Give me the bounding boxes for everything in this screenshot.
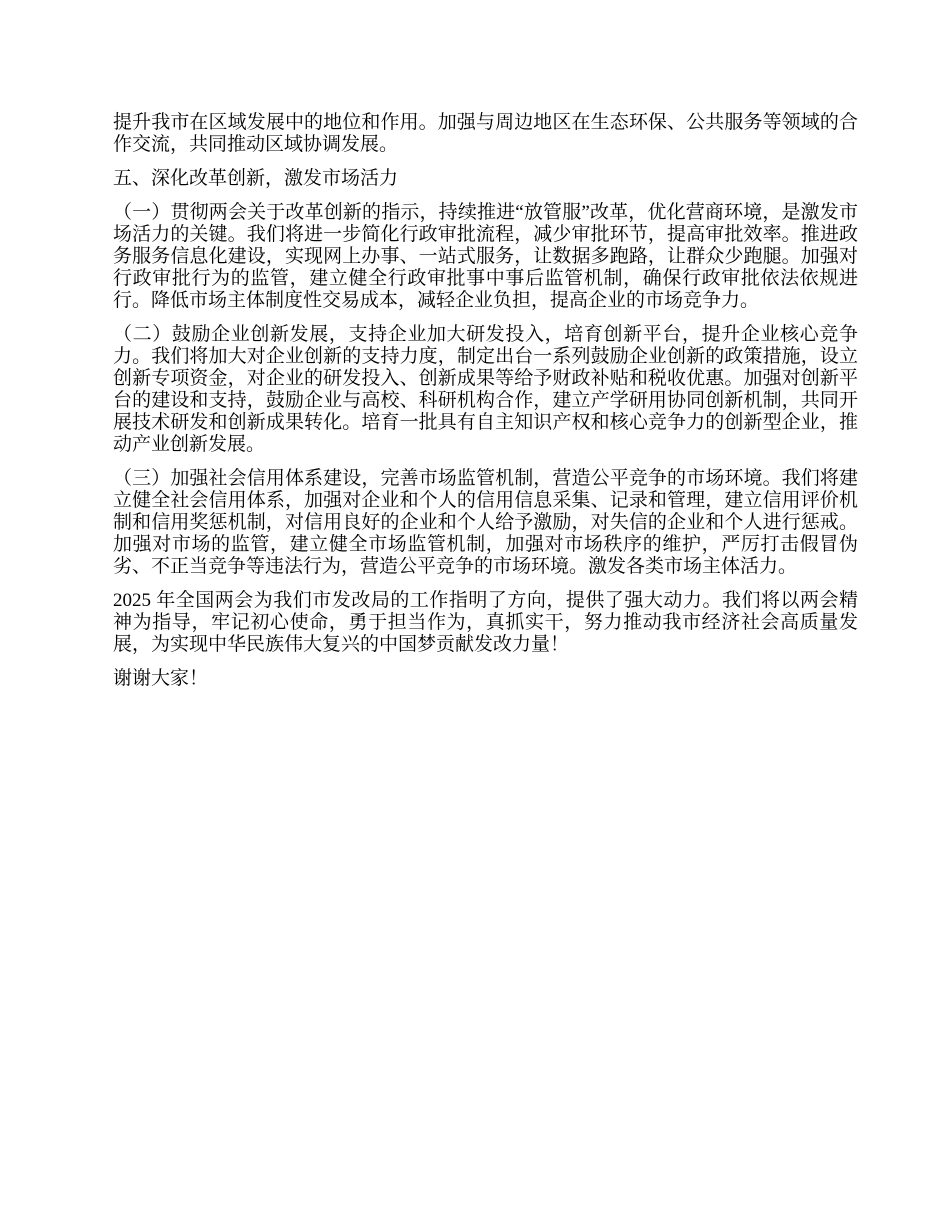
paragraph: 提升我市在区域发展中的地位和作用。加强与周边地区在生态环保、公共服务等领域的合作交流，共同推动区域协调发展。 — [113, 112, 858, 155]
paragraph: （二）鼓励企业创新发展，支持企业加大研发投入，培育创新平台，提升企业核心竞争力。我们将加大对企业创新的支持力度，制定出台一系列鼓励企业创新的政策措施，设立创新专项资金，对企业的研发投入、创新成果等给予财政补贴和税收优惠。加强对创新平台的建设和支持，鼓励企业与高校、科研机构合作，建立产学研用协同创新机制，共同开展技术研发和创新成果转化。培育一批具有自主知识产权和核心竞争力的创新型企业，推动产业创新发展。 — [113, 324, 858, 455]
section-heading: 五、深化改革创新，激发市场活力 — [113, 168, 399, 189]
paragraph: 谢谢大家！ — [113, 668, 209, 689]
paragraph: （三）加强社会信用体系建设，完善市场监管机制，营造公平竞争的市场环境。我们将建立健全社会信用体系，加强对企业和个人的信用信息采集、记录和管理，建立信用评价机制和信用奖惩机制，对信用良好的企业和个人给予激励，对失信的企业和个人进行惩戒。加强对市场的监管，建立健全市场监管机制，加强对市场秩序的维护，严厉打击假冒伪劣、不正当竞争等违法行为，营造公平竞争的市场环境。激发各类市场主体活力。 — [113, 468, 858, 577]
paragraph: （一）贯彻两会关于改革创新的指示，持续推进“放管服”改革，优化营商环境，是激发市场活力的关键。我们将进一步简化行政审批流程，减少审批环节，提高审批效率。推进政务服务信息化建设，实现网上办事、一站式服务，让数据多跑路，让群众少跑腿。加强对行政审批行为的监管，建立健全行政审批事中事后监管机制，确保行政审批依法依规进行。降低市场主体制度性交易成本，减轻企业负担，提高企业的市场竞争力。 — [113, 202, 858, 311]
document-body — [113, 112, 858, 702]
paragraph: 2025 年全国两会为我们市发改局的工作指明了方向，提供了强大动力。我们将以两会精神为指导，牢记初心使命，勇于担当作为，真抓实干，努力推动我市经济社会高质量发展，为实现中华民族伟大复兴的中国梦贡献发改力量！ — [113, 590, 858, 655]
